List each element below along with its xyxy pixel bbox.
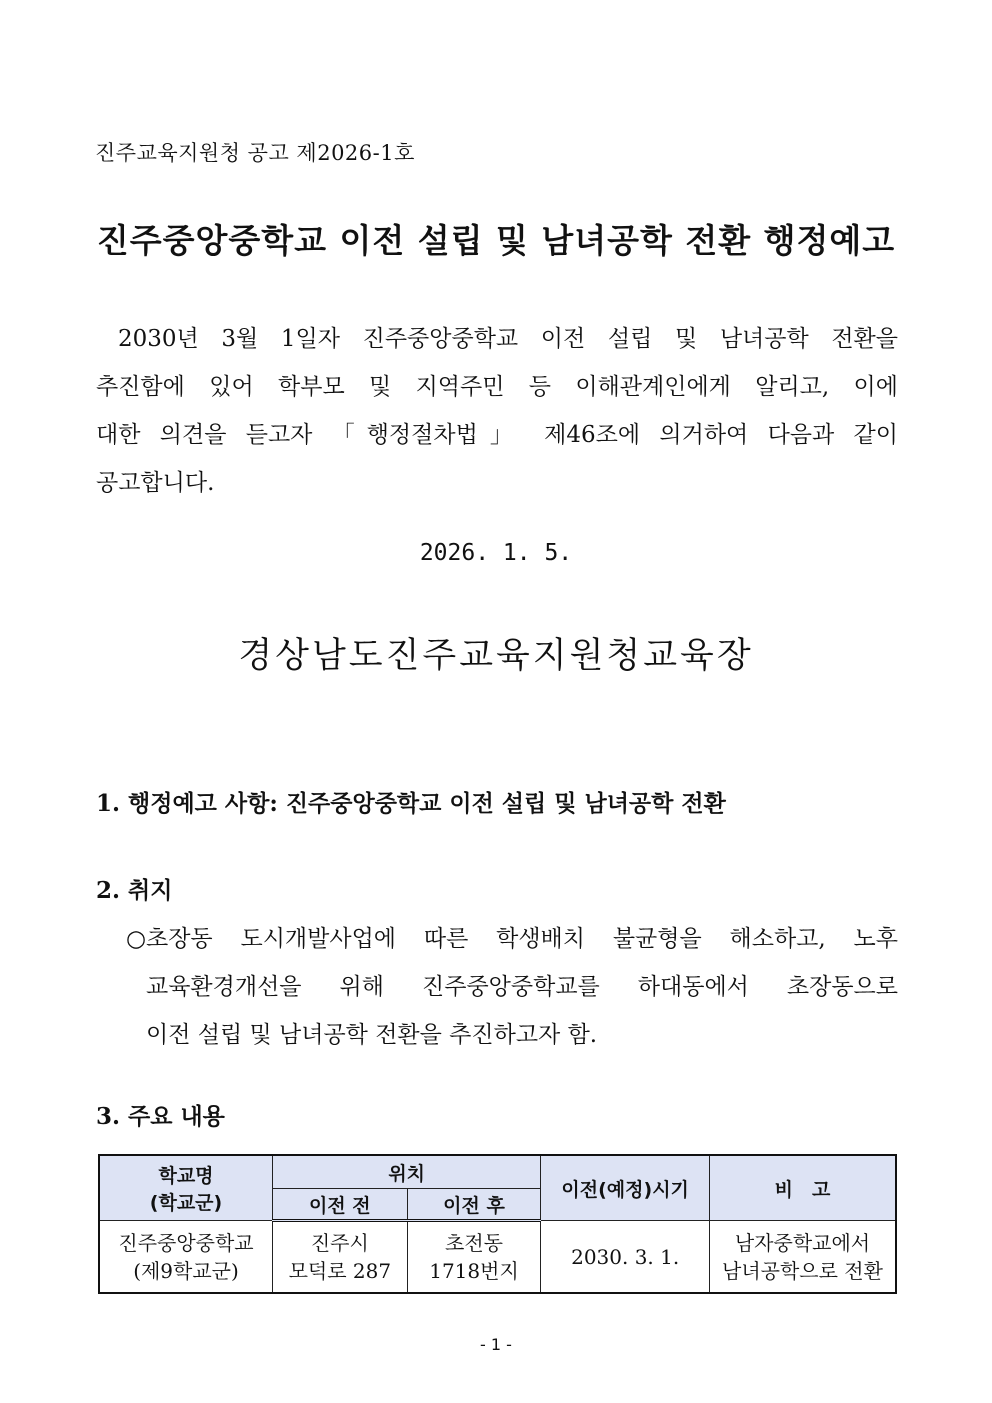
section-3-heading: 3. 주요 내용: [96, 1103, 225, 1130]
document-title: 진주중앙중학교 이전 설립 및 남녀공학 전환 행정예고: [96, 221, 896, 260]
school-district: (제9학교군): [133, 1258, 239, 1283]
body-line: 대한 의견을 듣고자 「행정절차법」 제46조에 의거하여 다음과 같이: [96, 422, 898, 448]
before-header: 이전 전: [273, 1189, 408, 1221]
note-line1: 남자중학교에서: [734, 1230, 871, 1255]
school-header-line2: (학교군): [149, 1192, 223, 1214]
school-header-line1: 학교명: [158, 1165, 214, 1187]
purpose-line: 교육환경개선을 위해 진주중앙중학교를 하대동에서 초장동으로: [146, 974, 898, 1000]
purpose-text: 초장동 도시개발사업에 따른 학생배치 불균형을 해소하고, 노후: [146, 926, 898, 952]
notice-date: 2026. 1. 5.: [419, 540, 573, 566]
before-cell: [273, 1221, 408, 1294]
after-cell: [407, 1221, 541, 1294]
main-content-table: [98, 1154, 897, 1294]
notice-body: [96, 315, 898, 507]
after-area: 초전동: [445, 1231, 503, 1255]
note-header: 비 고: [709, 1155, 896, 1221]
purpose-line: 이전 설립 및 남녀공학 전환을 추진하고자 함.: [146, 1022, 598, 1048]
before-city: 진주시: [310, 1231, 369, 1255]
body-line: 추진함에 있어 학부모 및 지역주민 등 이해관계인에게 알리고, 이에: [96, 374, 898, 400]
school-header: [99, 1155, 273, 1221]
timing-cell: 2030. 3. 1.: [541, 1221, 710, 1294]
table-row: [99, 1221, 896, 1294]
section-1-heading: 1. 행정예고 사항: 진주중앙중학교 이전 설립 및 남녀공학 전환: [96, 790, 726, 817]
after-address: 1718번지: [429, 1259, 519, 1283]
notice-number: 진주교육지원청 공고 제2026-1호: [95, 141, 415, 165]
purpose-line: [126, 915, 898, 963]
location-header: 위치: [273, 1155, 541, 1189]
note-line2: 남녀공학으로 전환: [722, 1258, 883, 1283]
note-cell: [709, 1221, 896, 1294]
page-number: - 1 -: [480, 1335, 512, 1354]
section-2-heading: 2. 취지: [96, 877, 173, 904]
issuer-name: 경상남도진주교육지원청교육장: [238, 636, 754, 676]
after-header: 이전 후: [407, 1189, 541, 1221]
body-line: 공고합니다.: [96, 470, 215, 496]
timing-header: 이전(예정)시기: [541, 1155, 710, 1221]
school-cell: [99, 1221, 273, 1294]
purpose-paragraph: [126, 915, 898, 1059]
before-address: 모덕로 287: [288, 1259, 392, 1283]
school-name: 진주중앙중학교: [118, 1230, 254, 1255]
circle-bullet-icon: ○: [126, 926, 147, 952]
body-line: 2030년 3월 1일자 진주중앙중학교 이전 설립 및 남녀공학 전환을: [118, 326, 898, 352]
